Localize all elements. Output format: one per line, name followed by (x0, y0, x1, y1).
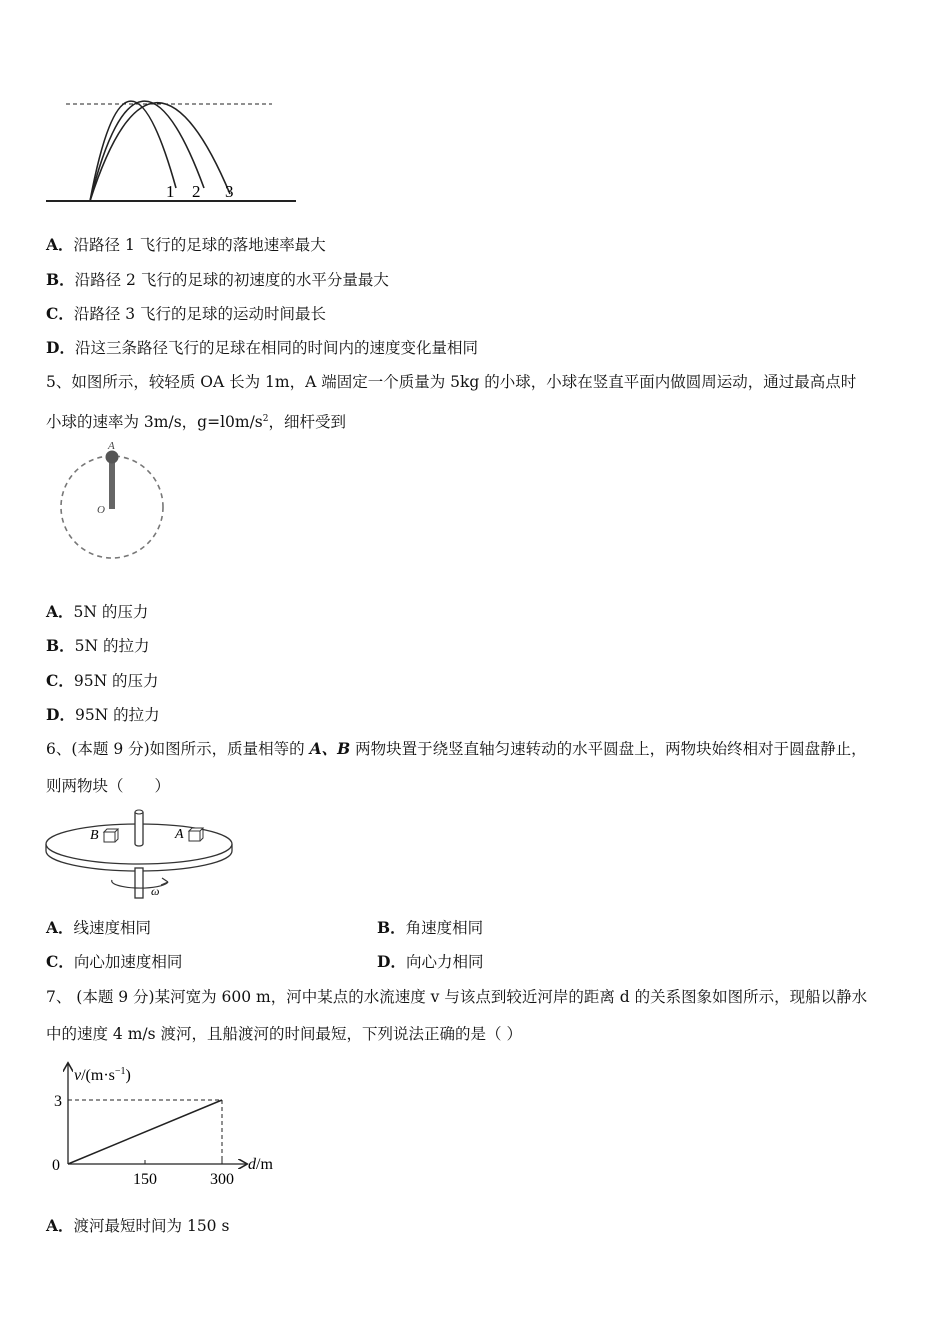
q6-stem-line1 (46, 739, 867, 759)
q5-stem-line2 (46, 409, 346, 432)
q5-stem-line1: 5、如图所示，较轻质 OA 长为 1m，A 端固定一个质量为 5kg 的小球，小球在竖直平面内做圆周运动，通过最高点时 (46, 373, 857, 391)
trajectory-path-3 (90, 103, 230, 201)
q7-option-a (46, 1216, 229, 1236)
y-axis-unit: /(m·s (81, 1067, 115, 1084)
y-axis-unit-exp: −1 (114, 1066, 126, 1077)
ball (106, 451, 119, 464)
q6-option-b (377, 918, 483, 938)
option-key: A． (46, 602, 74, 621)
y-axis-unit-close: ) (125, 1067, 131, 1084)
y-tick-label-1: 3 (54, 1093, 62, 1110)
option-key: D． (377, 952, 406, 971)
q6-option-c (46, 952, 182, 972)
q6-stem-text: 6、(本题 9 分)如图所示，质量相等的 (46, 740, 310, 758)
q6-stem-ab: A、B (309, 739, 351, 758)
q6-stem-line2: 则两物块（ ） (46, 777, 171, 795)
series-line (68, 1100, 222, 1164)
q5-option-a (46, 602, 148, 622)
q5-option-c (46, 671, 159, 691)
option-key: A． (46, 1216, 74, 1235)
q5-stem-text: 小球的速率为 3m/s，g=l0m/s (46, 413, 263, 432)
label-b: B (90, 828, 99, 843)
q7-stem-line2: 中的速度 4 m/s 渡河，且船渡河的时间最短，下列说法正确的是（ ） (46, 1025, 522, 1043)
option-text: 5N 的拉力 (74, 637, 150, 655)
label-a: A (175, 827, 184, 842)
axis-bottom (135, 868, 143, 898)
y-axis-label (74, 1066, 131, 1084)
option-text: 沿路径 3 飞行的足球的运动时间最长 (73, 305, 327, 323)
option-key: C． (46, 952, 74, 971)
option-key: D． (46, 338, 75, 357)
y-axis-var: v (74, 1067, 82, 1084)
option-key: B． (377, 918, 406, 937)
option-key: A． (46, 918, 74, 937)
label-a: A (108, 440, 115, 452)
axis-top (135, 812, 143, 846)
option-text: 向心加速度相同 (73, 953, 183, 971)
rod (109, 457, 115, 509)
x-tick-label-1: 150 (133, 1171, 157, 1188)
option-key: A． (46, 235, 74, 254)
origin-label: 0 (52, 1157, 60, 1174)
q4-option-d (46, 338, 478, 358)
rod-circle-figure (56, 440, 172, 564)
option-text: 95N 的拉力 (74, 706, 160, 724)
trajectory-label-2: 2 (192, 182, 201, 201)
q6-option-a (46, 918, 151, 938)
option-key: C． (46, 304, 74, 323)
option-text: 5N 的压力 (73, 603, 149, 621)
q7-stem-line1: 7、 (本题 9 分)某河宽为 600 m，河中某点的水流速度 v 与该点到较近河岸的距离 d 的关系图象如图所示，现船以静水 (46, 988, 868, 1006)
option-text: 向心力相同 (405, 953, 484, 971)
x-tick-label-2: 300 (210, 1171, 234, 1188)
omega-label: ω (151, 884, 160, 898)
q4-option-a (46, 235, 326, 255)
q6-stem-tail: 两物块置于绕竖直轴匀速转动的水平圆盘上，两物块始终相对于圆盘静止， (350, 740, 867, 758)
option-text: 沿路径 2 飞行的足球的初速度的水平分量最大 (74, 271, 389, 289)
x-axis-var: d (248, 1156, 256, 1173)
trajectory-path-2 (90, 101, 204, 201)
q4-option-c (46, 304, 326, 324)
trajectory-path-1 (90, 101, 176, 201)
option-text: 沿路径 1 飞行的足球的落地速率最大 (73, 236, 326, 254)
option-text: 沿这三条路径飞行的足球在相同的时间内的速度变化量相同 (74, 339, 478, 357)
trajectory-label-1: 1 (166, 182, 175, 201)
turntable-figure (44, 808, 236, 900)
q5-option-b (46, 636, 149, 656)
x-axis-unit: /m (256, 1156, 273, 1173)
option-key: B． (46, 270, 75, 289)
trajectory-figure (44, 96, 300, 208)
option-text: 渡河最短时间为 150 s (73, 1217, 230, 1235)
velocity-distance-chart (44, 1058, 294, 1192)
q5-stem-exponent: 2 (262, 414, 269, 424)
q6-option-d (377, 952, 483, 972)
x-axis-label (248, 1156, 273, 1173)
option-key: B． (46, 636, 75, 655)
trajectory-label-3: 3 (225, 182, 234, 201)
option-key: C． (46, 671, 74, 690)
q5-stem-tail: ，细杆受到 (268, 413, 347, 432)
q5-option-d (46, 705, 160, 725)
option-text: 线速度相同 (73, 919, 152, 937)
label-o: O (97, 504, 105, 516)
q4-option-b (46, 270, 389, 290)
option-text: 角速度相同 (405, 919, 484, 937)
option-key: D． (46, 705, 75, 724)
option-text: 95N 的压力 (73, 672, 159, 690)
